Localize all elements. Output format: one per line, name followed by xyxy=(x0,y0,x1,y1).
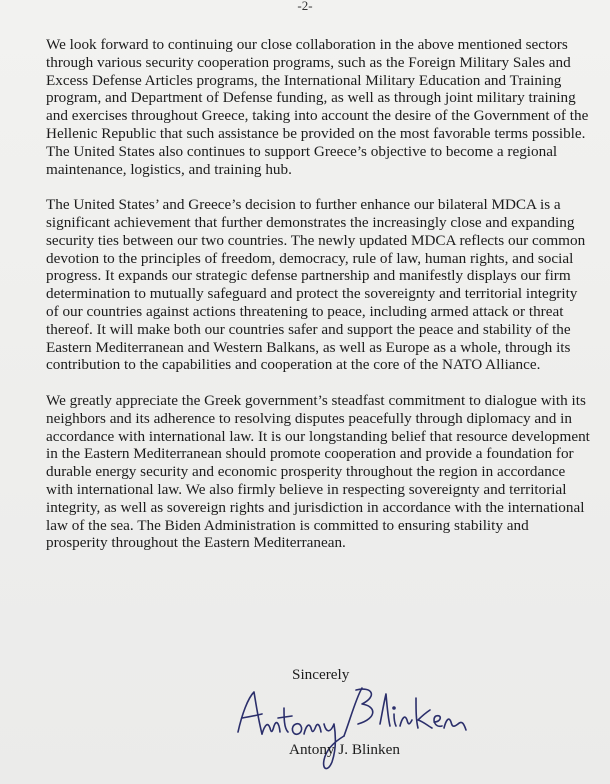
paragraph-security-cooperation: We look forward to continuing our close collaboration in the above mentioned sectors through various security cooperation programs, such as the Foreign Military Sales and Excess Defense Articles programs, the International Military Education and Training program, and Department of Defense funding, as well as through joint military training and exercises throughout Greece, taking into account the desire of the Government of the Hellenic Republic that such assistance be provided on the most favorable terms possible. The United States also continues to support Greece’s objective to become a regional maintenance, logistics, and training hub. xyxy=(46,36,589,178)
paragraph-eastern-mediterranean: We greatly appreciate the Greek government’s steadfast commitment to dialogue with its neighbors and its adherence to resolving disputes peacefully through diplomacy and in accordance with international law. It is our longstanding belief that resource development in the Eastern Mediterranean should promote cooperation and provide a foundation for durable energy security and economic prosperity throughout the region in accordance with international law. We also firmly believe in respecting sovereignty and territorial integrity, as well as sovereign rights and jurisdiction in accordance with the international law of the sea. The Biden Administration is committed to ensuring stability and prosperity throughout the Eastern Mediterranean. xyxy=(46,391,590,552)
closing-salutation: Sincerely xyxy=(292,666,350,683)
signer-name: Antony J. Blinken xyxy=(289,741,400,758)
paragraph-mdca: The United States’ and Greece’s decision to further enhance our bilateral MDCA is a significant achievement that further demonstrates the increasingly close and expanding security ties between our two countries. The newly updated MDCA reflects our common devotion to the principles of freedom, democracy, rule of law, human rights, and social progress. It expands our strategic defense partnership and manifestly displays our firm determination to mutually safeguard and protect the sovereignty and territorial integrity of our countries against actions threatening to peace, including armed attack or threat thereof. It will make both our countries safer and support the peace and stability of the Eastern Mediterranean and Western Balkans, as well as Europe as a whole, through its contribution to the capabilities and cooperation at the core of the NATO Alliance. xyxy=(46,196,586,374)
handwritten-signature xyxy=(232,684,472,776)
page-number: -2- xyxy=(297,0,313,13)
letter-body xyxy=(46,36,591,570)
